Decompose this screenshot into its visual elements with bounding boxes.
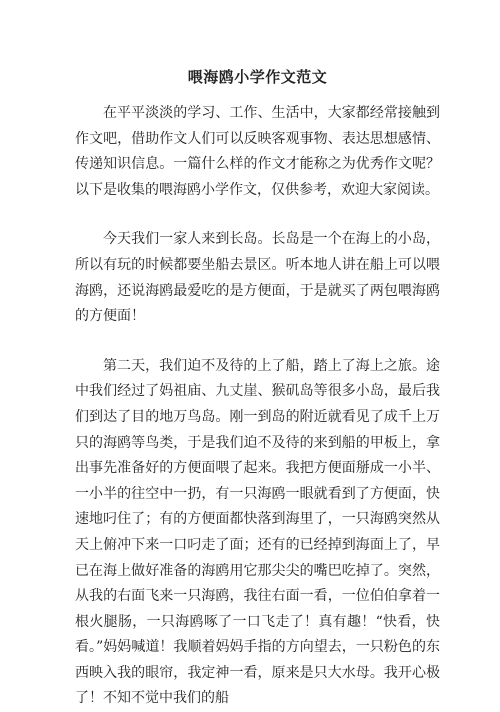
paragraph-feeding: 第二天，我们迫不及待的上了船，踏上了海上之旅。途中我们经过了妈祖庙、九丈崖、猴矶岛等很多小岛，最后我们到达了目的地万鸟岛。刚一到岛的附近就看见了成千上万只的海鸥等鸟类，于是我们迫不及待的来到船的甲板上，拿出事先准备好的方便面喂了起来。我把方便面掰成一小半、一小半的往空中一扔，有一只海鸥一眼就看到了方便面，快速地叼住了；有的方便面都快落到海里了，一只海鸥突然从天上俯冲下来一口叼走了面；还有的已经掉到海面上了，早已在海上做好准备的海鸥用它那尖尖的嘴巴吃掉了。突然，从我的右面飞来一只海鸥，我往右面一看，一位伯伯拿着一根火腿肠，一只海鸥啄了一口飞走了！真有趣！“快看，快看。”妈妈喊道！我顺着妈妈手指的方向望去，一只粉色的东西映入我的眼帘，我定神一看，原来是只大水母。我开心极了！不知不觉中我们的船 xyxy=(75,357,440,707)
paragraph-gap xyxy=(75,330,440,354)
paragraph-arrival: 今天我们一家人来到长岛。长岛是一个在海上的小岛，所以有玩的时候都要坐船去景区。听本地人讲在船上可以喂海鸥，还说海鸥最爱吃的是方便面，于是就买了两包喂海鸥的方便面！ xyxy=(75,231,440,325)
document-title: 喂海鸥小学作文范文 xyxy=(187,68,328,86)
paragraph-gap xyxy=(75,203,440,227)
paragraph-intro: 在平平淡淡的学习、工作、生活中，大家都经常接触到作文吧，借助作文人们可以反映客观事物、表达思想感情、传递知识信息。一篇什么样的作文才能称之为优秀作文呢？以下是收集的喂海鸥小学作文，仅供参考，欢迎大家阅读。 xyxy=(75,105,440,198)
